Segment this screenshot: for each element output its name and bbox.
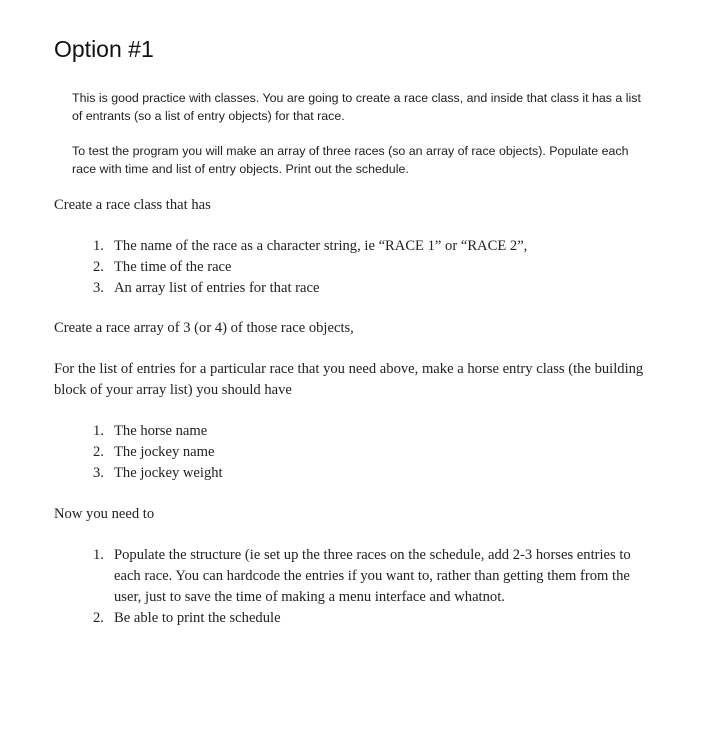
intro-paragraph-1: This is good practice with classes. You are going to create a race class, and inside that class it has a list of entrants (so a list of entry objects) for that race. <box>72 91 641 123</box>
list-number: 1. <box>93 238 104 254</box>
now-you-need-heading: Now you need to <box>54 506 155 522</box>
list-item <box>54 545 634 608</box>
intro-paragraph-2: To test the program you will make an array of three races (so an array of race objects). Populate each race with time and list of entry objects. Print out the schedule. <box>72 144 629 176</box>
list-number: 3. <box>93 280 104 296</box>
list-number: 2. <box>93 610 104 626</box>
horse-entry-paragraph: For the list of entries for a particular race that you need above, make a horse entry class (the building block of your array list) you should have <box>54 361 644 398</box>
race-array-paragraph: Create a race array of 3 (or 4) of those race objects, <box>54 320 354 336</box>
list-item-text: The jockey weight <box>114 465 223 481</box>
list-item-text: Be able to print the schedule <box>114 610 281 626</box>
horse-entry-list <box>54 421 634 484</box>
list-item-text: The time of the race <box>114 259 232 275</box>
list-item <box>54 442 634 463</box>
list-item-text: Populate the structure (ie set up the three races on the schedule, add 2-3 horses entries to each race. You can hardcode the entries if you want to, rather than getting them from the user, just to save the time of making a menu interface and whatnot. <box>114 547 631 605</box>
list-number: 1. <box>93 423 104 439</box>
list-item-text: An array list of entries for that race <box>114 280 320 296</box>
list-item <box>54 463 634 484</box>
race-class-heading: Create a race class that has <box>54 197 211 213</box>
list-item <box>54 608 634 629</box>
list-number: 2. <box>93 444 104 460</box>
list-number: 1. <box>93 547 104 563</box>
list-item-text: The horse name <box>114 423 208 439</box>
list-item <box>54 257 634 278</box>
race-class-list <box>54 236 634 299</box>
list-item <box>54 236 634 257</box>
list-number: 3. <box>93 465 104 481</box>
page-title: Option #1 <box>54 36 154 62</box>
list-item-text: The name of the race as a character string, ie “RACE 1” or “RACE 2”, <box>114 238 528 254</box>
list-number: 2. <box>93 259 104 275</box>
list-item <box>54 421 634 442</box>
tasks-list <box>54 545 634 629</box>
list-item-text: The jockey name <box>114 444 215 460</box>
list-item <box>54 278 634 299</box>
